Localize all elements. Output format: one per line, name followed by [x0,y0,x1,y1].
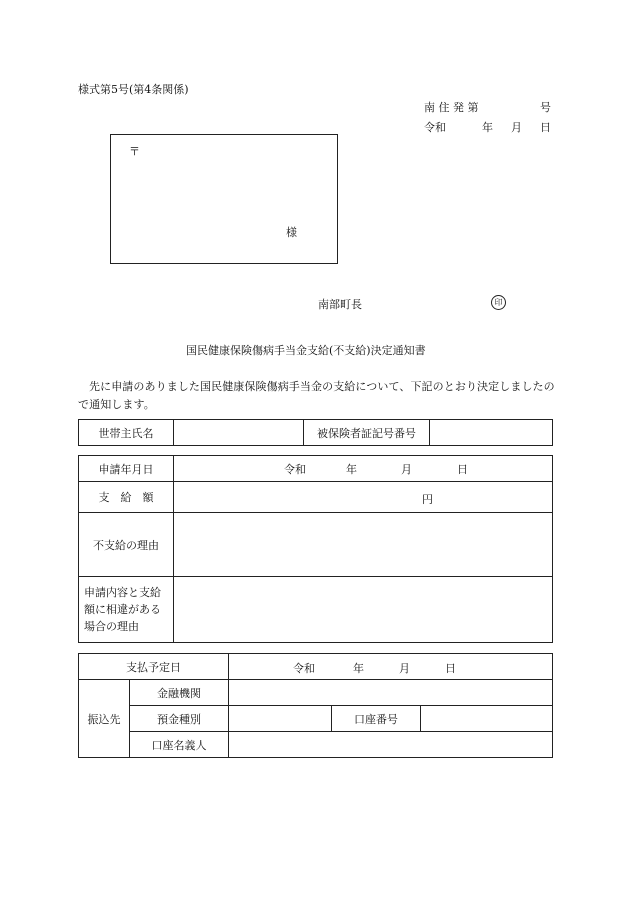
householder-label: 世帯主氏名 [79,420,174,446]
pay-date-year: 年 [353,662,364,675]
pay-date-field[interactable] [229,654,553,680]
issue-date-month: 月 [511,121,522,134]
account-holder-label: 口座名義人 [130,732,229,758]
payment-table [78,653,553,758]
insured-number-field[interactable] [430,420,553,446]
householder-field[interactable] [174,420,304,446]
pay-date-era: 令和 [293,662,315,675]
doc-number-prefix: 南 住 発 第 [424,101,479,114]
recipient-honorific: 様 [286,226,297,239]
decision-table [78,455,553,643]
issue-date-era: 令和 [424,121,446,134]
apply-date-month: 月 [401,462,412,476]
apply-date-day: 日 [457,462,468,476]
bank-field[interactable] [229,680,553,706]
bank-label: 金融機関 [130,680,229,706]
account-holder-field[interactable] [229,732,553,758]
reject-reason-field[interactable] [174,513,553,577]
account-number-label: 口座番号 [332,706,421,732]
document-title: 国民健康保険傷病手当金支給(不支給)決定通知書 [186,344,426,357]
apply-date-year: 年 [346,462,357,476]
pay-date-day: 日 [445,662,456,675]
amount-label: 支 給 額 [79,482,174,513]
seal-mark: 印 [491,295,506,310]
reject-reason-label: 不支給の理由 [79,513,174,577]
deposit-type-label: 預金種別 [130,706,229,732]
address-box [110,134,338,264]
transfer-label: 振込先 [79,680,130,758]
difference-reason-label: 申請内容と支給額に相違がある場合の理由 [79,577,174,643]
pay-date-month: 月 [399,662,410,675]
postal-mark: 〒 [129,145,140,158]
issue-date-day: 日 [540,121,551,134]
insured-number-label: 被保険者証記号番号 [304,420,430,446]
doc-number-suffix: 号 [540,101,551,114]
pay-date-label: 支払予定日 [79,654,229,680]
account-number-field[interactable] [421,706,553,732]
difference-reason-field[interactable] [174,577,553,643]
apply-date-label: 申請年月日 [79,456,174,482]
apply-date-field[interactable] [174,456,553,482]
body-text: 先に申請のありました国民健康保険傷病手当金の支給について、下記のとおり決定しましたので通知します。 [78,380,555,411]
issuer-name: 南部町長 [318,298,362,311]
amount-field[interactable] [174,482,553,513]
amount-unit: 円 [422,493,433,506]
issue-date-year: 年 [482,121,493,134]
apply-date-era: 令和 [284,462,306,476]
deposit-type-field[interactable] [229,706,332,732]
householder-table [78,419,553,446]
form-number: 様式第5号(第4条関係) [78,83,189,96]
